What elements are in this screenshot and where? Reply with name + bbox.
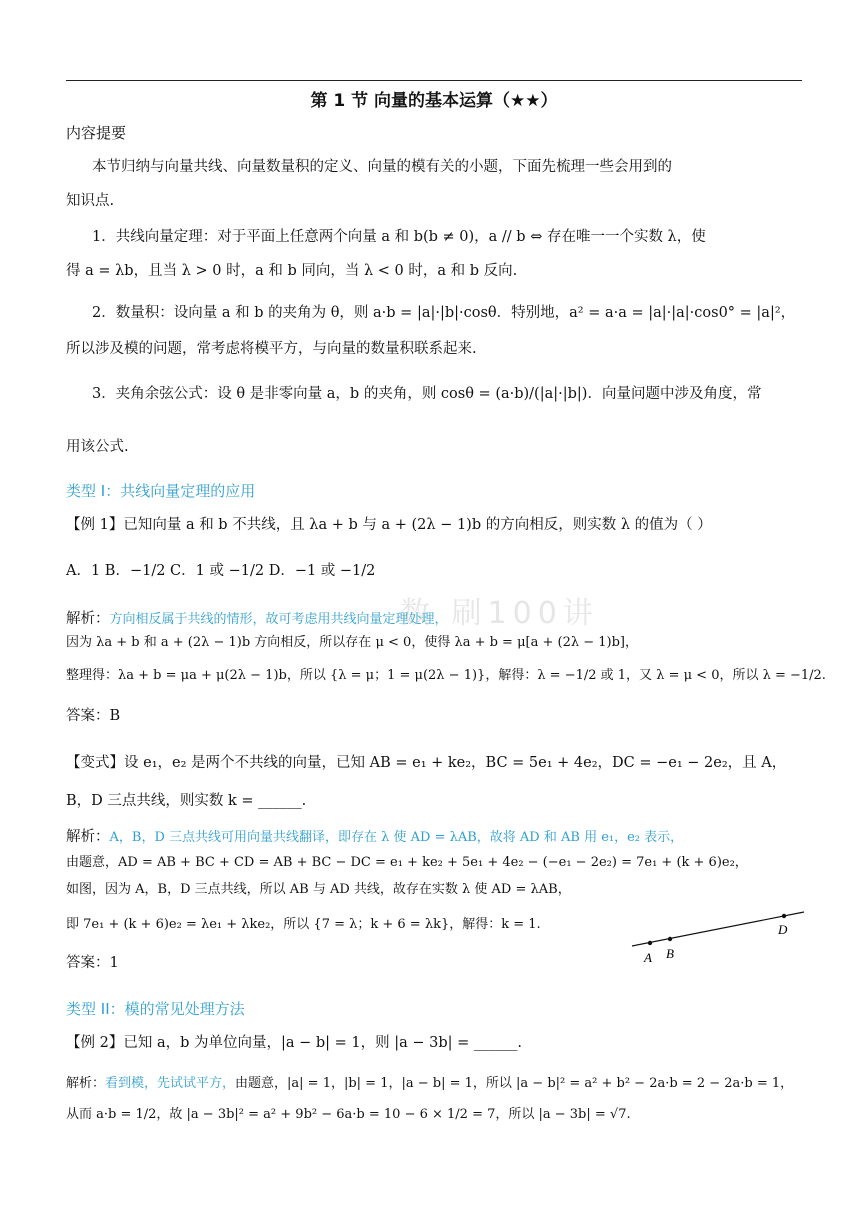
variant-answer: 答案：1: [66, 955, 119, 971]
example1-options: A．1 B．−1/2 C．1 或 −1/2 D．−1 或 −1/2: [66, 563, 376, 579]
type1-heading: 类型 I：共线向量定理的应用: [66, 482, 256, 500]
label-d: D: [778, 922, 788, 937]
solution-label: 解析：: [66, 829, 110, 845]
cosine-formula-1: 3．夹角余弦公式：设 θ 是非零向量 a，b 的夹角，则 cosθ = (a·b)/(|a|·|b|)．向量问题中涉及角度，常: [92, 386, 762, 402]
point-a: [648, 941, 652, 945]
dot-product-def-2: 所以涉及模的问题，常考虑将模平方，与向量的数量积联系起来.: [66, 341, 477, 357]
example2-question: 【例 2】已知 a，b 为单位向量，|a − b| = 1，则 |a − 3b| = ______.: [66, 1035, 523, 1051]
example1-question: 【例 1】已知向量 a 和 b 不共线，且 λa + b 与 a + (2λ − 1)b 的方向相反，则实数 λ 的值为（ ）: [66, 517, 712, 533]
point-b: [668, 937, 672, 941]
example1-solution-hint: [66, 608, 806, 631]
example1-solution-2: 因为 λa + b 和 a + (2λ − 1)b 方向相反，所以存在 μ < 0，使得 λa + b = μ[a + (2λ − 1)b]，: [66, 635, 638, 650]
variant-solution-4: 即 7e₁ + (k + 6)e₂ = λe₁ + λke₂，所以 {7 = λ；k + 6 = λk}，解得：k = 1.: [66, 917, 541, 932]
theorem-collinear-1: 1．共线向量定理：对于平面上任意两个向量 a 和 b(b ≠ 0)，a // b ⇔ 存在唯一一个实数 λ，使: [92, 229, 706, 245]
header-rule: [66, 80, 802, 81]
theorem-collinear-2: 得 a = λb，且当 λ > 0 时，a 和 b 同向，当 λ < 0 时，a 和 b 反向.: [66, 263, 518, 279]
section-title: 第 1 节 向量的基本运算（★★）: [310, 91, 558, 111]
variant-solution-2: 由题意，AD = AB + BC + CD = AB + BC − DC = e₁ + ke₂ + 5e₁ + 4e₂ − (−e₁ − 2e₂) = 7e₁ + (k + 6)e₂，: [66, 855, 748, 870]
example2-solution-text: 由题意，|a| = 1，|b| = 1，|a − b| = 1，所以 |a − b|² = a² + b² − 2a·b = 2 − 2a·b = 1，: [235, 1076, 794, 1091]
watermark: 数 刷100讲: [400, 596, 599, 631]
dot-product-def-1: 2．数量积：设向量 a 和 b 的夹角为 θ，则 a·b = |a|·|b|·cosθ．特别地，a² = a·a = |a|·|a|·cos0° = |a|²，: [92, 305, 796, 321]
collinear-points-figure: [628, 906, 808, 966]
variant-hint-text: A，B，D 三点共线可用向量共线翻译，即存在 λ 使 AD = λAB，故将 AD 和 AB 用 e₁，e₂ 表示，: [109, 830, 684, 845]
solution-hint-text: 方向相反属于共线的情形，故可考虑用共线向量定理处理，: [109, 612, 448, 627]
solution-label: 解析：: [66, 1076, 106, 1091]
summary-intro-1: 本节归纳与向量共线、向量数量积的定义、向量的模有关的小题，下面先梳理一些会用到的: [92, 159, 672, 175]
variant-solution-hint: [66, 826, 806, 849]
variant-question-1: 【变式】设 e₁，e₂ 是两个不共线的向量，已知 AB = e₁ + ke₂，BC = 5e₁ + 4e₂，DC = −e₁ − 2e₂，且 A，: [66, 755, 787, 771]
example1-solution-3: 整理得：λa + b = μa + μ(2λ − 1)b，所以 {λ = μ；1 = μ(2λ − 1)}，解得：λ = −1/2 或 1，又 λ = μ < 0，所以 λ = −1/2.: [66, 668, 826, 683]
label-b: B: [666, 946, 674, 961]
example2-solution-1: [66, 1073, 806, 1095]
type2-heading: 类型 II：模的常见处理方法: [66, 1000, 245, 1018]
summary-heading: 内容提要: [66, 124, 127, 142]
example2-solution-2: 从而 a·b = 1/2，故 |a − 3b|² = a² + 9b² − 6a·b = 10 − 6 × 1/2 = 7，所以 |a − 3b| = √7.: [66, 1107, 631, 1122]
label-a: A: [644, 950, 652, 965]
point-d: [782, 914, 786, 918]
example2-hint-text: 看到模，先试试平方，: [105, 1076, 236, 1091]
solution-label: 解析：: [66, 611, 110, 627]
variant-question-2: B，D 三点共线，则实数 k = ______.: [66, 793, 307, 809]
example1-answer: 答案：B: [66, 708, 121, 724]
summary-intro-2: 知识点.: [66, 193, 115, 209]
variant-solution-3: 如图，因为 A，B，D 三点共线，所以 AB 与 AD 共线，故存在实数 λ 使 AD = λAB，: [66, 882, 571, 897]
cosine-formula-2: 用该公式.: [66, 439, 129, 455]
